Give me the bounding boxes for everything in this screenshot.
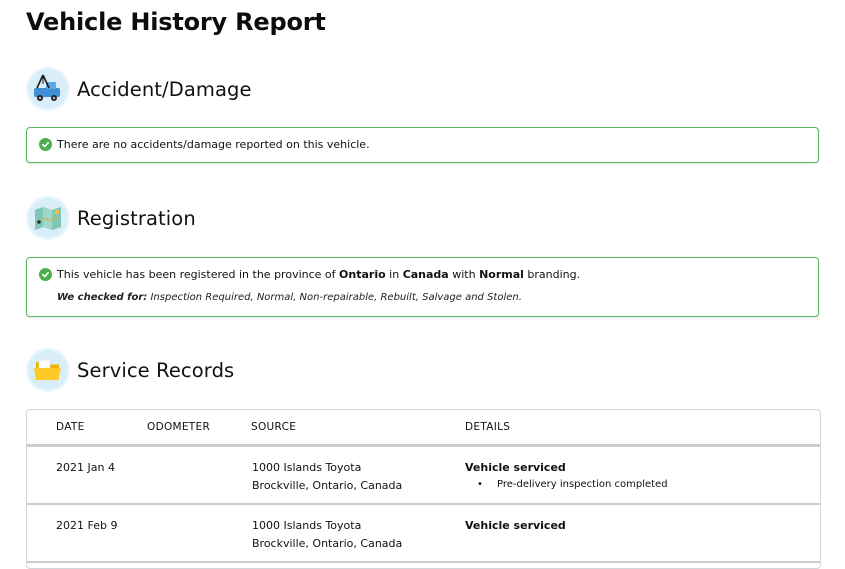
accident-section-title: Accident/Damage: [77, 77, 252, 101]
detail-title: Vehicle serviced: [465, 461, 566, 474]
map-icon: [28, 198, 68, 238]
service-section-title: Service Records: [77, 358, 235, 382]
accident-status-message: There are no accidents/damage reported on this vehicle.: [57, 138, 370, 151]
service-records-table: [26, 409, 821, 569]
check-circle-icon: [39, 138, 52, 151]
registration-section-title: Registration: [77, 206, 196, 230]
registration-province: Ontario: [339, 268, 386, 281]
table-row: [27, 447, 820, 505]
check-circle-icon: [39, 268, 52, 281]
row-source: 1000 Islands Toyota Brockville, Ontario, Canada: [252, 461, 403, 492]
column-header-source: SOURCE: [251, 421, 297, 433]
column-header-details: DETAILS: [465, 421, 511, 433]
registration-status-message: This vehicle has been registered in the province of Ontario in Canada with Normal branding.: [57, 268, 581, 281]
registration-branding: Normal: [479, 268, 524, 281]
tow-truck-icon: [28, 69, 68, 109]
registration-checked-for: [39, 292, 806, 303]
service-section-header: [28, 350, 234, 390]
accident-status-box: [26, 127, 819, 163]
row-date: 2021 Jan 4: [56, 461, 115, 474]
detail-item: • Pre-delivery inspection completed: [497, 477, 668, 492]
checked-for-items: Inspection Required, Normal, Non-repairable, Rebuilt, Salvage and Stolen.: [150, 292, 522, 303]
row-details: [465, 459, 668, 492]
row-source: 1000 Islands Toyota Brockville, Ontario, Canada: [252, 519, 403, 550]
detail-list: [465, 477, 668, 492]
registration-section-header: [28, 198, 196, 238]
table-header: [27, 410, 820, 447]
column-header-date: DATE: [56, 421, 85, 433]
folder-icon: [28, 350, 68, 390]
column-header-odometer: ODOMETER: [147, 421, 211, 433]
checked-for-label: We checked for:: [57, 292, 148, 303]
table-row: [27, 505, 820, 563]
registration-country: Canada: [402, 268, 449, 281]
accident-section-header: [28, 69, 252, 109]
registration-status-box: [26, 257, 819, 317]
detail-title: Vehicle serviced: [465, 519, 566, 532]
row-date: 2021 Feb 9: [56, 519, 118, 532]
row-details: [465, 517, 566, 535]
page-title: Vehicle History Report: [26, 8, 326, 36]
